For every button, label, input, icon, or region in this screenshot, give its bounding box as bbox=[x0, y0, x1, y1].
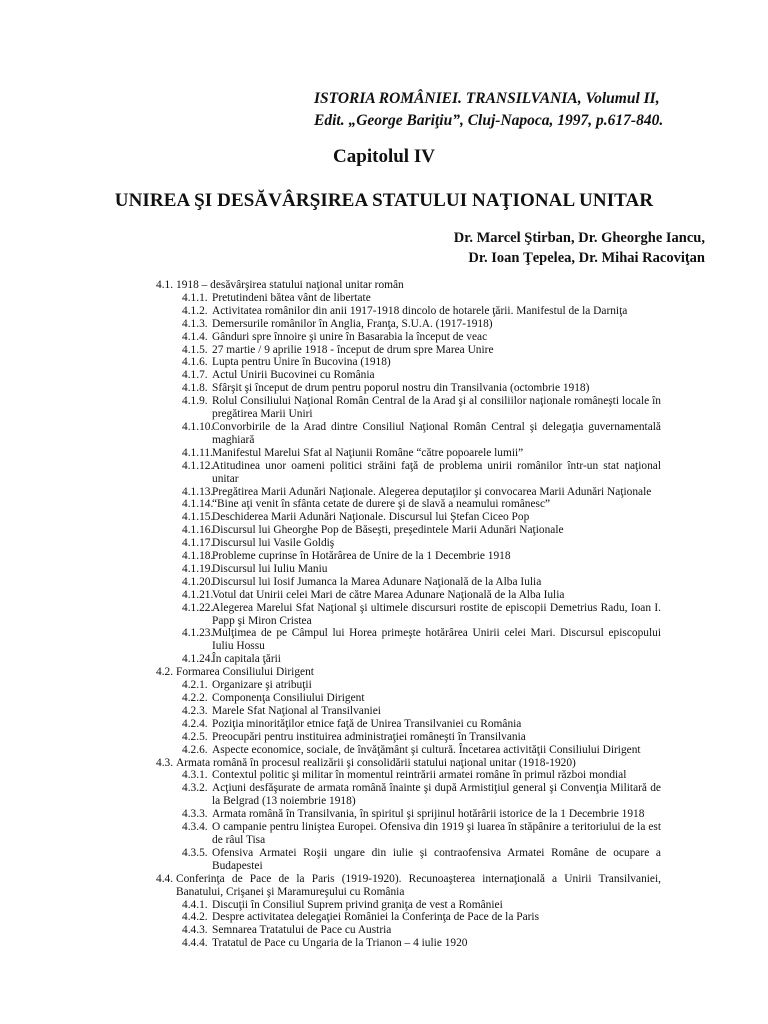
toc-entry bbox=[156, 718, 661, 731]
toc-entry bbox=[156, 550, 661, 563]
toc-entry bbox=[156, 356, 661, 369]
toc-entry-number: 4.4.2. bbox=[182, 911, 208, 924]
toc-entry-text: 27 martie / 9 aprilie 1918 - început de drum spre Marea Unire bbox=[212, 343, 494, 356]
toc-entry-text: Pregătirea Marii Adunări Naţionale. Alegerea deputaţilor şi convocarea Marii Adunări Naţionale bbox=[212, 485, 652, 498]
toc-entry-text: Organizare şi atribuţii bbox=[212, 679, 312, 692]
toc-entry bbox=[156, 537, 661, 550]
toc-entry bbox=[156, 757, 661, 770]
toc-entry bbox=[156, 911, 661, 924]
toc-entry bbox=[156, 692, 661, 705]
toc-entry bbox=[156, 589, 661, 602]
toc-entry bbox=[156, 279, 661, 292]
toc-entry-text: 1918 – desăvârşirea statului naţional unitar român bbox=[176, 279, 404, 291]
toc-entry-text: Discursul lui Gheorghe Pop de Băseşti, preşedintele Marii Adunări Naţionale bbox=[212, 524, 564, 537]
source-reference bbox=[314, 88, 663, 132]
toc-entry bbox=[156, 576, 661, 589]
toc-entry-text: Demersurile românilor în Anglia, Franţa, S.U.A. (1917-1918) bbox=[212, 317, 493, 330]
toc-entry-number: 4.1.14. bbox=[182, 498, 214, 511]
toc-entry-text: Despre activitatea delegaţiei României la Conferinţa de Pace de la Paris bbox=[212, 911, 540, 924]
toc-entry bbox=[156, 421, 661, 447]
toc-entry bbox=[156, 873, 661, 899]
toc-entry-number: 4.1.1. bbox=[182, 291, 208, 304]
toc-entry bbox=[156, 524, 661, 537]
toc-entry-number: 4.1.2. bbox=[182, 304, 208, 317]
toc-entry-number: 4.2.1. bbox=[182, 679, 208, 692]
toc-entry-text: Conferinţa de Pace de la Paris (1919-1920). Recunoaşterea internaţională a Unirii Transilvaniei, Banatului, Crişanei şi Maramureşului cu România bbox=[176, 872, 661, 898]
toc-entry-number: 4.1.11. bbox=[182, 446, 213, 459]
toc-entry-number: 4.2. bbox=[156, 666, 174, 679]
authors-line-1: Dr. Marcel Ştirban, Dr. Gheorghe Iancu, bbox=[453, 230, 705, 246]
table-of-contents bbox=[156, 279, 661, 950]
toc-entry bbox=[156, 782, 661, 808]
toc-entry bbox=[156, 744, 661, 757]
toc-entry-text: Discursul lui Iosif Jumanca la Marea Adunare Naţională de la Alba Iulia bbox=[212, 575, 542, 588]
toc-entry-number: 4.2.4. bbox=[182, 717, 208, 730]
toc-entry bbox=[156, 460, 661, 486]
toc-entry-text: Convorbirile de la Arad dintre Consiliul Naţional Român Central şi delegaţia guvernamentală maghiară bbox=[212, 420, 661, 446]
authors-block bbox=[454, 228, 705, 268]
toc-entry-text: Componenţa Consiliului Dirigent bbox=[212, 692, 365, 704]
toc-entry-text: Mulţimea de pe Câmpul lui Horea primeşte hotărârea Unirii celei Mari. Discursul episcopului Iuliu Hossu bbox=[212, 627, 661, 653]
toc-entry bbox=[156, 369, 661, 382]
toc-entry bbox=[156, 937, 661, 950]
toc-entry-text: Alegerea Marelui Sfat Naţional şi ultimele discursuri rostite de episcopii Demetrius Radu, Ioan I. Papp şi Miron Cristea bbox=[212, 601, 661, 627]
toc-entry-text: Ofensiva Armatei Roşii ungare din iulie şi contraofensiva Armatei Române de ocupare a Budapestei bbox=[212, 846, 661, 872]
toc-entry-number: 4.1.18. bbox=[182, 550, 214, 563]
toc-entry bbox=[156, 511, 661, 524]
toc-entry bbox=[156, 808, 661, 821]
toc-entry-number: 4.3.5. bbox=[182, 846, 208, 859]
toc-entry-number: 4.2.6. bbox=[182, 743, 208, 756]
toc-entry-number: 4.1.21. bbox=[182, 588, 214, 601]
toc-entry-text: Pretutindeni bătea vânt de libertate bbox=[212, 291, 371, 304]
toc-entry-text: Gânduri spre înnoire şi unire în Basarabia la început de veac bbox=[212, 330, 488, 343]
toc-entry bbox=[156, 627, 661, 653]
toc-entry-text: Activitatea românilor din anii 1917-1918 dincolo de hotarele ţării. Manifestul de la Darniţa bbox=[212, 304, 628, 317]
toc-entry-text: Actul Unirii Bucovinei cu România bbox=[212, 369, 375, 382]
toc-entry bbox=[156, 602, 661, 628]
toc-entry bbox=[156, 899, 661, 912]
toc-entry-text: Armata română în Transilvania, în spiritul şi sprijinul hotărârii istorice de la 1 Decembrie 1918 bbox=[212, 808, 645, 821]
toc-entry bbox=[156, 666, 661, 679]
toc-entry-number: 4.1.17. bbox=[182, 537, 214, 550]
toc-entry bbox=[156, 563, 661, 576]
toc-entry-text: Deschiderea Marii Adunări Naţionale. Discursul lui Ştefan Ciceo Pop bbox=[212, 511, 530, 524]
toc-entry-text: Manifestul Marelui Sfat al Naţiunii Române “către popoarele lumii” bbox=[212, 446, 524, 459]
toc-entry-text: Probleme cuprinse în Hotărârea de Unire de la 1 Decembrie 1918 bbox=[212, 550, 511, 563]
toc-entry bbox=[156, 292, 661, 305]
source-line-2: Edit. „George Bariţiu”, Cluj-Napoca, 1997, p.617-840. bbox=[314, 112, 664, 129]
toc-entry-number: 4.1.13. bbox=[182, 485, 214, 498]
toc-entry-number: 4.2.5. bbox=[182, 730, 208, 743]
toc-entry bbox=[156, 924, 661, 937]
toc-entry-text: Discursul lui Vasile Goldiş bbox=[212, 537, 335, 550]
toc-entry-text: Contextul politic şi militar în momentul reintrării armatei române în primul război mondial bbox=[212, 769, 627, 782]
toc-entry-text: Armata română în procesul realizării şi consolidării statului naţional unitar (1918-1920) bbox=[176, 756, 576, 769]
toc-entry-number: 4.3.3. bbox=[182, 808, 208, 821]
toc-entry-number: 4.3.2. bbox=[182, 782, 208, 795]
toc-entry-number: 4.1.20. bbox=[182, 575, 214, 588]
toc-entry bbox=[156, 653, 661, 666]
toc-entry-text: Sfârşit şi început de drum pentru poporul nostru din Transilvania (octombrie 1918) bbox=[212, 382, 590, 395]
toc-entry-text: Rolul Consiliului Naţional Român Central de la Arad şi al consiliilor naţionale româneşti locale în pregătirea Marii Uniri bbox=[212, 395, 661, 421]
toc-entry bbox=[156, 344, 661, 357]
toc-entry-text: O campanie pentru liniştea Europei. Ofensiva din 1919 şi luarea în stăpânire a teritoriului de la est de râul Tisa bbox=[212, 821, 661, 846]
toc-entry-number: 4.3. bbox=[156, 756, 174, 769]
toc-entry-number: 4.4.3. bbox=[182, 924, 208, 937]
toc-entry-number: 4.1.3. bbox=[182, 317, 208, 330]
authors-line-2: Dr. Ioan Ţepelea, Dr. Mihai Racoviţan bbox=[468, 250, 705, 266]
toc-entry-number: 4.4. bbox=[156, 872, 174, 885]
toc-entry bbox=[156, 447, 661, 460]
toc-entry-text: “Bine aţi venit în sfânta cetate de durere şi de slavă a neamului românesc” bbox=[212, 498, 551, 511]
toc-entry-text: Preocupări pentru instituirea administraţiei româneşti în Transilvania bbox=[212, 730, 526, 743]
toc-entry bbox=[156, 382, 661, 395]
toc-entry-text: Lupta pentru Unire în Bucovina (1918) bbox=[212, 356, 391, 369]
source-line-1: ISTORIA ROMÂNIEI. TRANSILVANIA, Volumul II, bbox=[314, 90, 660, 107]
toc-entry-number: 4.1. bbox=[156, 279, 174, 291]
toc-entry bbox=[156, 679, 661, 692]
toc-entry bbox=[156, 821, 661, 847]
toc-entry-number: 4.1.16. bbox=[182, 524, 214, 537]
toc-entry-text: Votul dat Unirii celei Mari de către Marea Adunare Naţională de la Alba Iulia bbox=[212, 588, 565, 601]
chapter-title: UNIREA ŞI DESĂVÂRŞIREA STATULUI NAŢIONAL UNITAR bbox=[114, 190, 654, 211]
toc-entry-number: 4.2.2. bbox=[182, 692, 208, 704]
toc-entry-number: 4.1.24. bbox=[182, 653, 214, 666]
toc-entry-text: Aspecte economice, sociale, de învăţământ şi cultură. Încetarea activităţii Consiliului Dirigent bbox=[212, 743, 641, 756]
toc-entry bbox=[156, 318, 661, 331]
toc-entry-number: 4.1.23. bbox=[182, 627, 214, 640]
toc-entry-text: Discuţii în Consiliul Suprem privind graniţa de vest a României bbox=[212, 898, 503, 911]
toc-entry-number: 4.4.1. bbox=[182, 898, 208, 911]
toc-entry-number: 4.3.4. bbox=[182, 821, 208, 834]
toc-entry-number: 4.2.3. bbox=[182, 704, 208, 717]
toc-entry bbox=[156, 769, 661, 782]
toc-entry-number: 4.1.4. bbox=[182, 330, 208, 343]
toc-entry-text: Tratatul de Pace cu Ungaria de la Trianon – 4 iulie 1920 bbox=[212, 937, 468, 950]
toc-entry-text: Poziţia minorităţilor etnice faţă de Unirea Transilvaniei cu România bbox=[212, 717, 522, 730]
toc-entry bbox=[156, 498, 661, 511]
toc-entry-number: 4.1.7. bbox=[182, 369, 208, 382]
toc-entry bbox=[156, 847, 661, 873]
toc-entry bbox=[156, 705, 661, 718]
toc-entry bbox=[156, 305, 661, 318]
toc-entry-number: 4.1.12. bbox=[182, 459, 214, 472]
toc-entry-text: Formarea Consiliului Dirigent bbox=[176, 666, 314, 679]
toc-entry bbox=[156, 395, 661, 421]
toc-entry-number: 4.1.10. bbox=[182, 420, 214, 433]
toc-entry-text: Atitudinea unor oameni politici străini faţă de problema unirii românilor într-un stat naţional unitar bbox=[212, 459, 661, 485]
toc-entry-number: 4.3.1. bbox=[182, 769, 208, 782]
toc-entry-number: 4.4.4. bbox=[182, 937, 208, 950]
toc-entry-number: 4.1.5. bbox=[182, 343, 208, 356]
toc-entry bbox=[156, 486, 661, 499]
toc-entry-text: Discursul lui Iuliu Maniu bbox=[212, 562, 328, 575]
toc-entry bbox=[156, 331, 661, 344]
toc-entry bbox=[156, 731, 661, 744]
toc-entry-text: Semnarea Tratatului de Pace cu Austria bbox=[212, 924, 392, 937]
toc-entry-number: 4.1.22. bbox=[182, 601, 214, 614]
toc-entry-text: Marele Sfat Naţional al Transilvaniei bbox=[212, 704, 381, 717]
toc-entry-number: 4.1.19. bbox=[182, 562, 214, 575]
toc-entry-number: 4.1.6. bbox=[182, 356, 208, 369]
toc-entry-text: Acţiuni desfăşurate de armata română înainte şi după Armistiţiul general şi Convenţia Militară de la Belgrad (13 noiembrie 1918) bbox=[212, 782, 661, 808]
toc-entry-number: 4.1.8. bbox=[182, 382, 208, 395]
toc-entry-number: 4.1.9. bbox=[182, 395, 208, 408]
chapter-heading: Capitolul IV bbox=[333, 146, 435, 167]
toc-entry-text: În capitala ţării bbox=[212, 653, 281, 666]
toc-entry-number: 4.1.15. bbox=[182, 511, 214, 524]
